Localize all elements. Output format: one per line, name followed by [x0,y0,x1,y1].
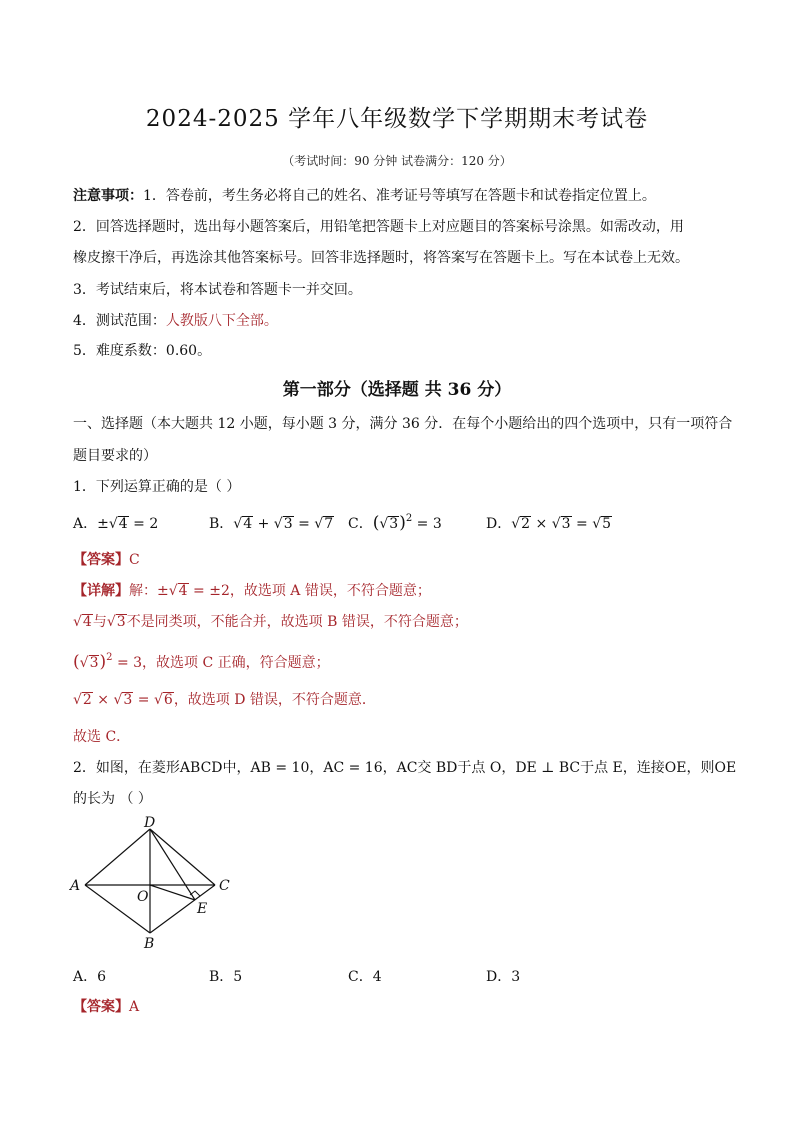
sqrt-icon: √ [314,516,324,532]
q1-detail-l4-times: × [92,692,114,708]
q2-stem-line2: 的长为 （ ） [73,791,152,807]
q2-option-c: C．4 [348,969,382,985]
notice-label: 注意事项： [73,188,143,204]
sqrt-icon: √ [592,516,602,532]
sqrt-icon: √ [379,516,389,532]
notice-item-1-text: 1．答卷前，考生务必将自己的姓名、准考证号等填写在答题卡和试卷指定位置上。 [143,188,656,204]
q1-detail-l1-b: = ±2，故选项 A 错误，不符合题意； [188,583,431,599]
q1-option-d-times: × [531,516,552,532]
q1-detail-l3-exponent: 2 [106,652,113,663]
section-intro-line1: 一、选择题（本大题共 12 小题，每小题 3 分，满分 36 分．在每个小题给出的四个选项中，只有一项符合 [73,416,733,432]
notice-item-4-label: 4．测试范围： [73,313,166,329]
q1-stem: 1．下列运算正确的是（ ） [73,479,241,495]
q1-option-d-label: D． [486,516,512,532]
sqrt-icon: √ [273,516,283,532]
q1-option-c-exponent: 2 [405,513,413,524]
q1-detail-l4-radicand-1: 2 [82,692,92,708]
rhombus-figure [60,815,250,955]
q2-stem-line1: 2．如图，在菱形ABCD中，AB = 10，AC = 16，AC交 BD于点 O，DE ⊥ BC于点 E，连接OE，则OE [73,760,737,776]
label-e: E [197,901,208,917]
q1-detail-line3: $(√3)^2 = 3$，故选项 C 正确，符合题意； [73,652,330,672]
q1-detail-l2-radicand-2: 3 [116,614,126,630]
q1-option-d-radicand-3: 5 [602,516,612,532]
q2-answer-label: 【答案】 [73,999,129,1015]
sqrt-icon: √ [153,692,163,708]
label-o: O [137,889,149,905]
q1-option-a [73,513,158,533]
q1-answer-value: C [129,552,140,568]
label-b: B [144,936,155,952]
q1-option-d-radicand-2: 3 [561,516,571,532]
sqrt-icon: √ [79,655,89,671]
exam-subtitle: （考试时间：90 分钟 试卷满分：120 分） [282,154,512,168]
q1-option-c: C．$(√3)^2 = 3$ [348,513,442,533]
q1-option-d-equals: = [571,516,593,532]
sqrt-icon: √ [73,692,82,708]
sqrt-icon: √ [511,516,521,532]
q1-option-b-plus: + [253,516,274,532]
q1-detail-line4 [73,690,376,710]
label-d: D [144,815,156,831]
notice-item-1 [73,186,656,206]
q1-option-c-result: = 3 [412,516,442,532]
q1-option-c-radicand: 3 [389,516,399,532]
q1-detail-label: 【详解】 [73,583,129,599]
segment-dc [150,829,215,885]
label-a: A [70,878,81,894]
segment-de [150,829,195,900]
q1-detail-l3-radicand: 3 [89,655,99,671]
q1-detail-line2 [73,612,468,632]
segment-oe [150,885,195,900]
q2-answer [73,997,139,1017]
q1-option-d-radicand-1: 2 [521,516,531,532]
q1-conclusion: 故选 C． [73,729,131,745]
exam-title: 2024-2025 学年八年级数学下学期期末考试卷 [145,106,649,132]
q1-option-b-label: B． [209,516,234,532]
q2-answer-value: A [129,999,140,1015]
q1-option-b-radicand-1: 4 [243,516,253,532]
q1-option-a-label: A．± [73,516,109,532]
q1-option-b-radicand-2: 3 [283,516,293,532]
q1-detail-l1-radicand: 4 [178,583,188,599]
q1-option-c-label: C． [348,516,373,532]
q1-answer [73,550,140,570]
sqrt-icon: √ [551,516,561,532]
notice-item-2-line1: 2．回答选择题时，选出每小题答案后，用铅笔把答题卡上对应题目的答案标号涂黑。如需改动，用 [73,219,684,235]
q1-option-d [486,513,612,533]
q1-option-a-radicand: 4 [118,516,128,532]
q1-answer-label: 【答案】 [73,552,129,568]
sqrt-icon: √ [106,614,116,630]
q1-option-b-radicand-3: 7 [324,516,334,532]
sqrt-icon: √ [113,692,123,708]
q1-detail-l4-b: ，故选项 D 错误，不符合题意． [173,692,376,708]
q1-detail-l2-b: 不是同类项，不能合并，故选项 B 错误，不符合题意； [126,614,468,630]
sqrt-icon: √ [73,614,82,630]
q1-option-b-equals: = [293,516,315,532]
q1-detail-l1-a: 解：± [129,583,169,599]
notice-item-5: 5．难度系数：0.60。 [73,343,212,359]
section-intro-line2: 题目要求的） [73,448,157,464]
sqrt-icon: √ [168,583,178,599]
q2-option-a: A．6 [73,969,107,985]
q2-option-d: D．3 [486,969,521,985]
q1-detail-l2-a: 与 [92,614,107,630]
label-c: C [219,878,230,894]
q1-detail-l4-radicand-3: 6 [163,692,173,708]
segment-ad [85,829,150,885]
notice-item-4-value: 人教版八下全部。 [165,313,278,329]
q1-detail-l4-radicand-2: 3 [123,692,133,708]
q1-option-b [209,513,334,533]
q1-detail-line1 [73,581,431,601]
q1-option-a-result: = 2 [128,516,159,532]
q2-option-b: B．5 [209,969,243,985]
q1-detail-l3-b: = 3，故选项 C 正确，符合题意； [112,655,330,671]
q1-detail-l2-radicand-1: 4 [82,614,92,630]
sqrt-icon: √ [233,516,243,532]
notice-item-2-line2: 橡皮擦干净后，再选涂其他答案标号。回答非选择题时，将答案写在答题卡上。写在本试卷上无效。 [73,250,689,266]
sqrt-icon: √ [108,516,118,532]
notice-item-4 [73,311,278,331]
notice-item-3: 3．考试结束后，将本试卷和答题卡一并交回。 [73,282,362,298]
q1-detail-l4-equals: = [133,692,154,708]
section-title: 第一部分（选择题 共 36 分） [282,380,512,400]
